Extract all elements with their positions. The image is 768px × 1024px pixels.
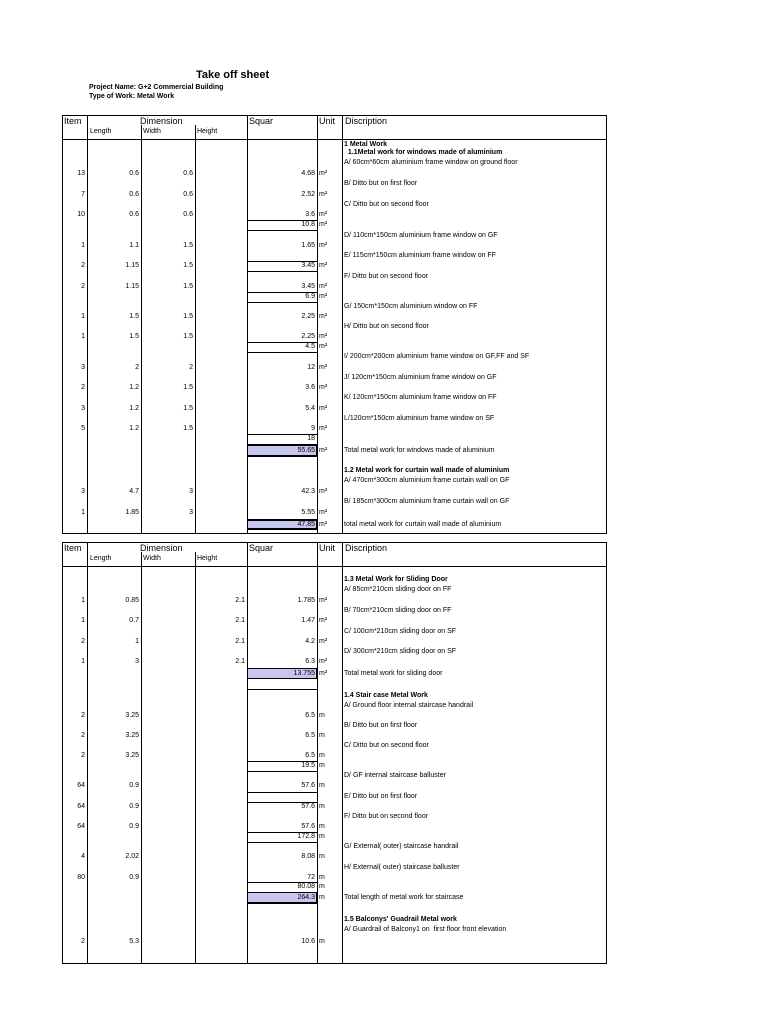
description-text: A/ 60cm*60cm aluminium frame window on ground floor bbox=[344, 159, 518, 166]
squar-value: 2.25 bbox=[301, 333, 315, 340]
header-item: Item bbox=[64, 116, 82, 126]
header-unit: Unit bbox=[319, 543, 336, 553]
squar-value: 3.6 bbox=[305, 384, 315, 391]
item-value: 2 bbox=[81, 384, 85, 391]
unit-value: m² bbox=[319, 447, 328, 454]
length-value: 2 bbox=[135, 364, 139, 371]
squar-value: 1.47 bbox=[301, 617, 315, 624]
column-divider bbox=[141, 125, 142, 533]
width-value: 1.5 bbox=[183, 333, 193, 340]
description-text: A/ Ground floor internal staircase handrail bbox=[344, 702, 474, 709]
header-divider bbox=[63, 566, 606, 567]
description-text: total metal work for curtain wall made of aluminium bbox=[344, 521, 502, 528]
squar-value: 57.6 bbox=[301, 803, 315, 810]
unit-value: m² bbox=[319, 658, 328, 665]
description-text: 1.4 Stair case Metal Work bbox=[344, 692, 428, 699]
unit-value: m² bbox=[319, 384, 328, 391]
subtotal-rule bbox=[247, 456, 317, 457]
squar-value: 4.5 bbox=[305, 343, 315, 350]
subtotal-rule bbox=[247, 230, 317, 231]
squar-value: 3.45 bbox=[301, 262, 315, 269]
length-value: 3.25 bbox=[125, 712, 139, 719]
length-value: 0.7 bbox=[129, 617, 139, 624]
description-text: G/ 150cm*150cm aluminium window on FF bbox=[344, 303, 478, 310]
unit-value: m² bbox=[319, 333, 328, 340]
squar-value: 47.85 bbox=[297, 521, 315, 528]
length-value: 1.5 bbox=[129, 313, 139, 320]
width-value: 1.5 bbox=[183, 262, 193, 269]
unit-value: m bbox=[319, 752, 325, 759]
width-value: 1.5 bbox=[183, 242, 193, 249]
description-text: 1.3 Metal Work for Sliding Door bbox=[344, 576, 448, 583]
squar-value: 42.3 bbox=[301, 488, 315, 495]
unit-value: m² bbox=[319, 283, 328, 290]
squar-value: 57.6 bbox=[301, 782, 315, 789]
unit-value: m bbox=[319, 853, 325, 860]
unit-value: m bbox=[319, 803, 325, 810]
column-divider bbox=[342, 116, 343, 533]
length-value: 1.2 bbox=[129, 405, 139, 412]
squar-value: 3.6 bbox=[305, 211, 315, 218]
squar-value: 2.25 bbox=[301, 313, 315, 320]
unit-value: m² bbox=[319, 211, 328, 218]
description-text: Total metal work for windows made of aluminium bbox=[344, 447, 495, 454]
subtotal-rule bbox=[247, 352, 317, 353]
width-value: 1.5 bbox=[183, 313, 193, 320]
squar-value: 10.6 bbox=[301, 938, 315, 945]
unit-value: m bbox=[319, 712, 325, 719]
column-divider bbox=[87, 116, 88, 533]
squar-value: 1.785 bbox=[297, 597, 315, 604]
sheet-title: Take off sheet bbox=[196, 69, 270, 81]
unit-value: m² bbox=[319, 293, 328, 300]
squar-value: 55.65 bbox=[297, 447, 315, 454]
description-text: 1.1Metal work for windows made of aluminium bbox=[344, 149, 503, 156]
squar-value: 4.68 bbox=[301, 170, 315, 177]
length-value: 0.9 bbox=[129, 782, 139, 789]
width-value: 1.5 bbox=[183, 425, 193, 432]
squar-value: 72 bbox=[307, 874, 315, 881]
squar-value: 6.9 bbox=[305, 293, 315, 300]
item-value: 64 bbox=[77, 803, 85, 810]
description-text: E/ 115cm*150cm aluminium frame window on FF bbox=[344, 252, 496, 259]
description-text: E/ Ditto but on first floor bbox=[344, 793, 418, 800]
width-value: 0.6 bbox=[183, 191, 193, 198]
header-item: Item bbox=[64, 543, 82, 553]
description-text: H/ Ditto but on second floor bbox=[344, 323, 429, 330]
unit-value: m bbox=[319, 894, 325, 901]
unit-value: m² bbox=[319, 170, 328, 177]
width-value: 0.6 bbox=[183, 170, 193, 177]
length-value: 1.5 bbox=[129, 333, 139, 340]
item-value: 2 bbox=[81, 752, 85, 759]
subtotal-rule bbox=[247, 771, 317, 772]
description-text: D/ 110cm*150cm aluminium frame window on GF bbox=[344, 232, 498, 239]
column-divider bbox=[141, 552, 142, 963]
description-text: I/ 200cm*200cm aluminium frame window on GF,FF and SF bbox=[344, 353, 530, 360]
length-value: 1.15 bbox=[125, 262, 139, 269]
subtotal-rule bbox=[247, 903, 317, 904]
description-text: Total metal work for sliding door bbox=[344, 670, 443, 677]
length-value: 0.85 bbox=[125, 597, 139, 604]
header-divider bbox=[63, 139, 606, 140]
item-value: 1 bbox=[81, 242, 85, 249]
description-text: D/ GF internal staircase balluster bbox=[344, 772, 446, 779]
unit-value: m bbox=[319, 938, 325, 945]
header-length: Length bbox=[90, 555, 112, 562]
item-value: 80 bbox=[77, 874, 85, 881]
length-value: 2.02 bbox=[125, 853, 139, 860]
item-value: 64 bbox=[77, 782, 85, 789]
description-text: Total length of metal work for staircase bbox=[344, 894, 464, 901]
item-value: 10 bbox=[77, 211, 85, 218]
item-value: 2 bbox=[81, 732, 85, 739]
column-divider bbox=[342, 543, 343, 963]
unit-value: m² bbox=[319, 509, 328, 516]
subtotal-rule bbox=[247, 689, 317, 690]
length-value: 0.9 bbox=[129, 874, 139, 881]
width-value: 2 bbox=[189, 364, 193, 371]
unit-value: m² bbox=[319, 262, 328, 269]
item-value: 2 bbox=[81, 938, 85, 945]
unit-value: m bbox=[319, 823, 325, 830]
column-divider bbox=[247, 116, 248, 533]
item-value: 2 bbox=[81, 712, 85, 719]
header-discription: Discription bbox=[345, 116, 388, 126]
description-text: B/ Ditto but on first floor bbox=[344, 722, 418, 729]
squar-value: 4.2 bbox=[305, 638, 315, 645]
squar-value: 12 bbox=[307, 364, 315, 371]
description-text: 1.5 Balconys' Guadrail Metal work bbox=[344, 916, 457, 923]
squar-value: 2.52 bbox=[301, 191, 315, 198]
unit-value: m² bbox=[319, 670, 328, 677]
item-value: 1 bbox=[81, 333, 85, 340]
squar-value: 5.4 bbox=[305, 405, 315, 412]
squar-value: 6.5 bbox=[305, 752, 315, 759]
squar-value: 6.5 bbox=[305, 712, 315, 719]
description-text: C/ Ditto but on second floor bbox=[344, 742, 429, 749]
item-value: 2 bbox=[81, 638, 85, 645]
type-of-work: Type of Work: Metal Work bbox=[89, 93, 175, 100]
description-text: A/ 470cm*300cm aluminium frame curtain wall on GF bbox=[344, 477, 510, 484]
item-value: 3 bbox=[81, 364, 85, 371]
item-value: 3 bbox=[81, 488, 85, 495]
squar-value: 172.8 bbox=[297, 833, 315, 840]
header-squar: Squar bbox=[249, 116, 274, 126]
description-text: H/ External( outer) staircase balluster bbox=[344, 864, 460, 871]
squar-value: 80.08 bbox=[297, 883, 315, 890]
height-value: 2.1 bbox=[235, 597, 245, 604]
length-value: 1.15 bbox=[125, 283, 139, 290]
description-text: F/ Ditto but on second floor bbox=[344, 813, 429, 820]
subtotal-rule bbox=[247, 271, 317, 272]
header-discription: Discription bbox=[345, 543, 388, 553]
item-value: 1 bbox=[81, 617, 85, 624]
column-divider bbox=[317, 116, 318, 533]
item-value: 1 bbox=[81, 509, 85, 516]
unit-value: m² bbox=[319, 191, 328, 198]
length-value: 0.6 bbox=[129, 211, 139, 218]
description-text: C/ Ditto but on second floor bbox=[344, 201, 429, 208]
unit-value: m bbox=[319, 782, 325, 789]
item-value: 13 bbox=[77, 170, 85, 177]
length-value: 3.25 bbox=[125, 732, 139, 739]
description-text: C/ 100cm*210cm sliding door on SF bbox=[344, 628, 457, 635]
width-value: 3 bbox=[189, 488, 193, 495]
squar-value: 18 bbox=[307, 435, 315, 442]
description-text: J/ 120cm*150cm aluminium frame window on GF bbox=[344, 374, 497, 381]
unit-value: m² bbox=[319, 638, 328, 645]
length-value: 3 bbox=[135, 658, 139, 665]
unit-value: m² bbox=[319, 488, 328, 495]
width-value: 1.5 bbox=[183, 283, 193, 290]
item-value: 1 bbox=[81, 313, 85, 320]
unit-value: m² bbox=[319, 521, 328, 528]
item-value: 64 bbox=[77, 823, 85, 830]
project-name: Project Name: G+2 Commercial Building bbox=[89, 84, 224, 91]
unit-value: m bbox=[319, 883, 325, 890]
header-squar: Squar bbox=[249, 543, 274, 553]
description-text: B/ Ditto but on first floor bbox=[344, 180, 418, 187]
header-width: Width bbox=[143, 555, 161, 562]
unit-value: m bbox=[319, 732, 325, 739]
description-text: F/ Ditto but on second floor bbox=[344, 273, 429, 280]
description-text: B/ 185cm*300cm aluminium frame curtain wall on GF bbox=[344, 498, 510, 505]
column-divider bbox=[195, 552, 196, 963]
takeoff-table-1 bbox=[62, 115, 607, 534]
column-divider bbox=[195, 125, 196, 533]
header-unit: Unit bbox=[319, 116, 336, 126]
width-value: 1.5 bbox=[183, 405, 193, 412]
unit-value: m bbox=[319, 762, 325, 769]
height-value: 2.1 bbox=[235, 638, 245, 645]
width-value: 3 bbox=[189, 509, 193, 516]
length-value: 1.2 bbox=[129, 425, 139, 432]
description-text: 1.2 Metal work for curtain wall made of aluminium bbox=[344, 467, 510, 474]
header-height: Height bbox=[197, 128, 218, 135]
description-text: B/ 70cm*210cm sliding door on FF bbox=[344, 607, 452, 614]
unit-value: m² bbox=[319, 242, 328, 249]
subtotal-rule bbox=[247, 678, 317, 679]
item-value: 2 bbox=[81, 262, 85, 269]
length-value: 1.1 bbox=[129, 242, 139, 249]
column-divider bbox=[317, 543, 318, 963]
header-width: Width bbox=[143, 128, 161, 135]
item-value: 4 bbox=[81, 853, 85, 860]
header-length: Length bbox=[90, 128, 112, 135]
length-value: 0.9 bbox=[129, 823, 139, 830]
description-text: D/ 300cm*210cm sliding door on SF bbox=[344, 648, 457, 655]
squar-value: 3.45 bbox=[301, 283, 315, 290]
unit-value: m² bbox=[319, 364, 328, 371]
unit-value: m² bbox=[319, 617, 328, 624]
length-value: 1 bbox=[135, 638, 139, 645]
squar-value: 19.5 bbox=[301, 762, 315, 769]
unit-value: m² bbox=[319, 405, 328, 412]
unit-value: m² bbox=[319, 425, 328, 432]
unit-value: m bbox=[319, 874, 325, 881]
height-value: 2.1 bbox=[235, 617, 245, 624]
length-value: 3.25 bbox=[125, 752, 139, 759]
squar-value: 6.3 bbox=[305, 658, 315, 665]
squar-value: 5.55 bbox=[301, 509, 315, 516]
unit-value: m² bbox=[319, 343, 328, 350]
squar-value: 13.755 bbox=[293, 670, 315, 677]
description-text: G/ External( outer) staircase handrail bbox=[344, 843, 459, 850]
squar-value: 9 bbox=[311, 425, 315, 432]
unit-value: m² bbox=[319, 313, 328, 320]
item-value: 5 bbox=[81, 425, 85, 432]
squar-value: 10.8 bbox=[301, 221, 315, 228]
item-value: 3 bbox=[81, 405, 85, 412]
unit-value: m² bbox=[319, 221, 328, 228]
subtotal-rule bbox=[247, 444, 317, 445]
description-text: A/ Guardrail of Balcony1 on first floor front elevation bbox=[344, 926, 507, 933]
header-dimension: Dimension bbox=[140, 543, 183, 553]
height-value: 2.1 bbox=[235, 658, 245, 665]
subtotal-rule bbox=[247, 302, 317, 303]
length-value: 0.9 bbox=[129, 803, 139, 810]
squar-value: 57.6 bbox=[301, 823, 315, 830]
width-value: 1.5 bbox=[183, 384, 193, 391]
item-value: 1 bbox=[81, 597, 85, 604]
description-text: K/ 120cm*150cm aluminium frame window on FF bbox=[344, 394, 497, 401]
squar-value: 8.08 bbox=[301, 853, 315, 860]
width-value: 0.6 bbox=[183, 211, 193, 218]
item-value: 2 bbox=[81, 283, 85, 290]
takeoff-table-2 bbox=[62, 542, 607, 964]
squar-value: 264.3 bbox=[297, 894, 315, 901]
description-text: L/120cm*150cm aluminium frame window on SF bbox=[344, 415, 495, 422]
unit-value: m bbox=[319, 833, 325, 840]
length-value: 1.2 bbox=[129, 384, 139, 391]
description-text: 1 Metal Work bbox=[344, 141, 388, 148]
item-value: 1 bbox=[81, 658, 85, 665]
description-text: A/ 85cm*210cm sliding door on FF bbox=[344, 586, 452, 593]
header-height: Height bbox=[197, 555, 218, 562]
length-value: 0.6 bbox=[129, 191, 139, 198]
squar-value: 6.5 bbox=[305, 732, 315, 739]
subtotal-rule bbox=[247, 842, 317, 843]
squar-value: 1.65 bbox=[301, 242, 315, 249]
length-value: 4.7 bbox=[129, 488, 139, 495]
length-value: 5.3 bbox=[129, 938, 139, 945]
subtotal-rule bbox=[247, 792, 317, 793]
unit-value: m² bbox=[319, 597, 328, 604]
header-dimension: Dimension bbox=[140, 116, 183, 126]
length-value: 0.6 bbox=[129, 170, 139, 177]
item-value: 7 bbox=[81, 191, 85, 198]
length-value: 1.85 bbox=[125, 509, 139, 516]
